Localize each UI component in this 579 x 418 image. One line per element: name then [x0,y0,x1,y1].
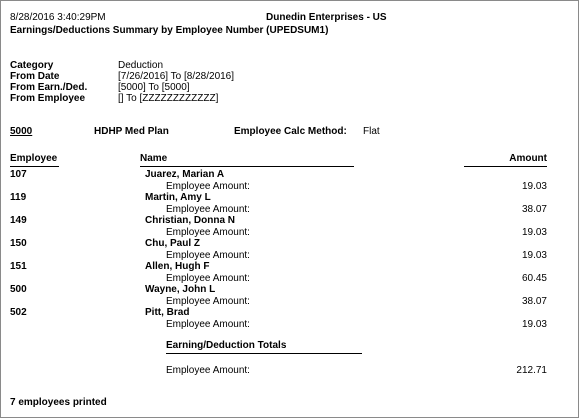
employee-amount: 38.07 [521,296,547,307]
calc-method-value: Flat [363,126,380,137]
param-value-from-date: [7/26/2016] To [8/28/2016] [118,71,235,82]
param-label-from-earn-ded: From Earn./Ded. [10,82,88,93]
param-value-from-employee: [] To [ZZZZZZZZZZZZ] [118,93,219,104]
employee-amount-label: Employee Amount: [166,250,250,261]
employee-id: 119 [10,192,27,203]
employee-amount-label: Employee Amount: [166,273,250,284]
employee-amount: 19.03 [521,181,547,192]
employee-name: Allen, Hugh F [145,261,210,272]
employee-id: 502 [10,307,27,318]
employee-id: 151 [10,261,27,272]
name-header-underline [140,166,354,167]
column-header-employee: Employee [10,153,58,164]
employee-name: Chu, Paul Z [145,238,200,249]
employee-amount-label: Employee Amount: [166,181,250,192]
employee-amount: 60.45 [521,273,547,284]
totals-amount: 212.71 [516,365,547,376]
employee-name: Juarez, Marian A [145,169,225,180]
employee-amount: 38.07 [521,204,547,215]
column-header-amount: Amount [509,153,547,164]
param-label-category: Category [10,60,54,71]
employees-printed-count: 7 employees printed [10,397,107,408]
employee-amount-label: Employee Amount: [166,204,250,215]
totals-heading: Earning/Deduction Totals [166,340,287,351]
employee-header-underline [10,166,59,167]
plan-name: HDHP Med Plan [94,126,169,137]
employee-amount: 19.03 [521,250,547,261]
company-name: Dunedin Enterprises - US [266,12,387,23]
report-title: Earnings/Deductions Summary by Employee Number (UPEDSUM1) [10,25,329,36]
employee-amount-label: Employee Amount: [166,319,250,330]
employee-name: Martin, Amy L [145,192,211,203]
report-datetime: 8/28/2016 3:40:29PM [10,12,106,23]
employee-amount: 19.03 [521,319,547,330]
employee-amount-label: Employee Amount: [166,227,250,238]
employee-name: Wayne, John L [145,284,216,295]
column-header-name: Name [140,153,168,164]
employee-amount-label: Employee Amount: [166,296,250,307]
totals-amount-label: Employee Amount: [166,365,250,376]
employee-id: 149 [10,215,27,226]
param-value-category: Deduction [118,60,164,71]
param-value-from-earn-ded: [5000] To [5000] [118,82,190,93]
employee-amount: 19.03 [521,227,547,238]
param-label-from-employee: From Employee [10,93,86,104]
calc-method-label: Employee Calc Method: [234,126,347,137]
employee-name: Christian, Donna N [145,215,236,226]
deduction-code: 5000 [10,126,33,137]
employee-id: 500 [10,284,27,295]
amount-header-underline [464,166,547,167]
employee-name: Pitt, Brad [145,307,190,318]
totals-underline [166,353,362,354]
employee-id: 107 [10,169,27,180]
employee-id: 150 [10,238,27,249]
param-label-from-date: From Date [10,71,60,82]
